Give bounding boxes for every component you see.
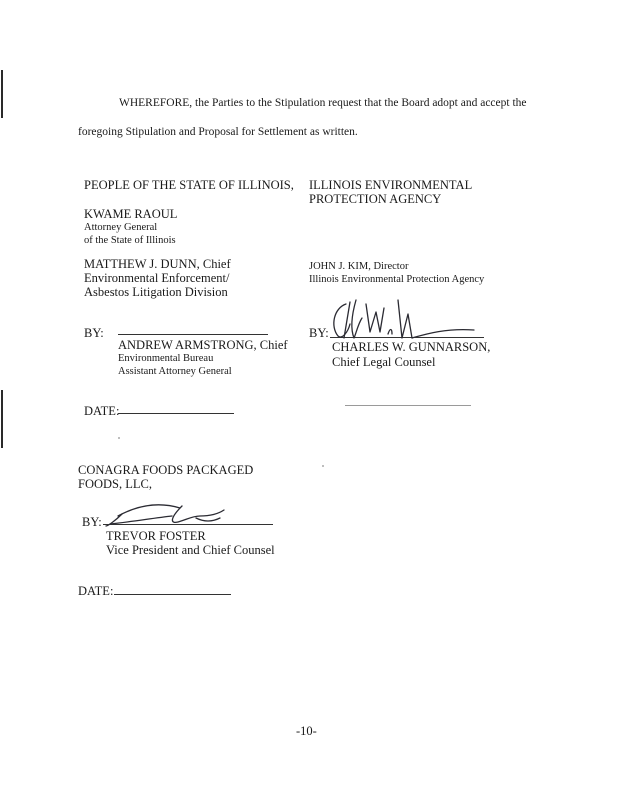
right-party-name-2: PROTECTION AGENCY [309, 192, 442, 206]
body-paragraph-line-2: foregoing Stipulation and Proposal for Settlement as written. [78, 126, 358, 138]
scan-margin-mark [1, 70, 3, 118]
conagra-party-name-2: FOODS, LLC, [78, 477, 152, 491]
enforcement-chief-title-1: Environmental Enforcement/ [84, 271, 230, 285]
right-by-label: BY: [309, 326, 329, 340]
left-signer-title-2: Assistant Attorney General [118, 366, 232, 377]
page-number: -10- [296, 724, 317, 738]
scan-speck [322, 465, 324, 467]
conagra-party-name-1: CONAGRA FOODS PACKAGED [78, 463, 254, 477]
right-party-name-1: ILLINOIS ENVIRONMENTAL [309, 178, 473, 192]
gunnarson-signature-image [326, 294, 476, 344]
left-date-label: DATE: [84, 404, 120, 418]
enforcement-chief-title-2: Asbestos Litigation Division [84, 285, 228, 299]
epa-director-title: Illinois Environmental Protection Agency [309, 274, 485, 285]
enforcement-chief-name: MATTHEW J. DUNN, Chief [84, 257, 231, 271]
epa-director-name: JOHN J. KIM, Director [309, 261, 409, 272]
scan-margin-mark [1, 390, 3, 448]
conagra-signer-name: TREVOR FOSTER [106, 529, 206, 543]
left-date-line [118, 413, 234, 414]
conagra-date-label: DATE: [78, 584, 114, 598]
scan-speck [118, 437, 120, 439]
left-signature-line [118, 334, 268, 335]
left-signer-title-1: Environmental Bureau [118, 353, 214, 364]
conagra-by-label: BY: [82, 515, 102, 529]
conagra-signer-title: Vice President and Chief Counsel [106, 543, 275, 557]
conagra-date-line [114, 594, 231, 595]
right-signer-title: Chief Legal Counsel [332, 355, 436, 369]
right-signer-name: CHARLES W. GUNNARSON, [332, 340, 491, 354]
left-party-name: PEOPLE OF THE STATE OF ILLINOIS, [84, 178, 294, 192]
body-paragraph-line-1: WHEREFORE, the Parties to the Stipulation request that the Board adopt and accept the [119, 97, 527, 109]
foster-signature-image [100, 496, 230, 530]
attorney-general-name: KWAME RAOUL [84, 207, 178, 221]
attorney-general-title-2: of the State of Illinois [84, 235, 176, 246]
attorney-general-title: Attorney General [84, 222, 158, 233]
left-by-label: BY: [84, 326, 104, 340]
left-signer-name: ANDREW ARMSTRONG, Chief [118, 338, 288, 352]
right-date-line [345, 405, 471, 406]
